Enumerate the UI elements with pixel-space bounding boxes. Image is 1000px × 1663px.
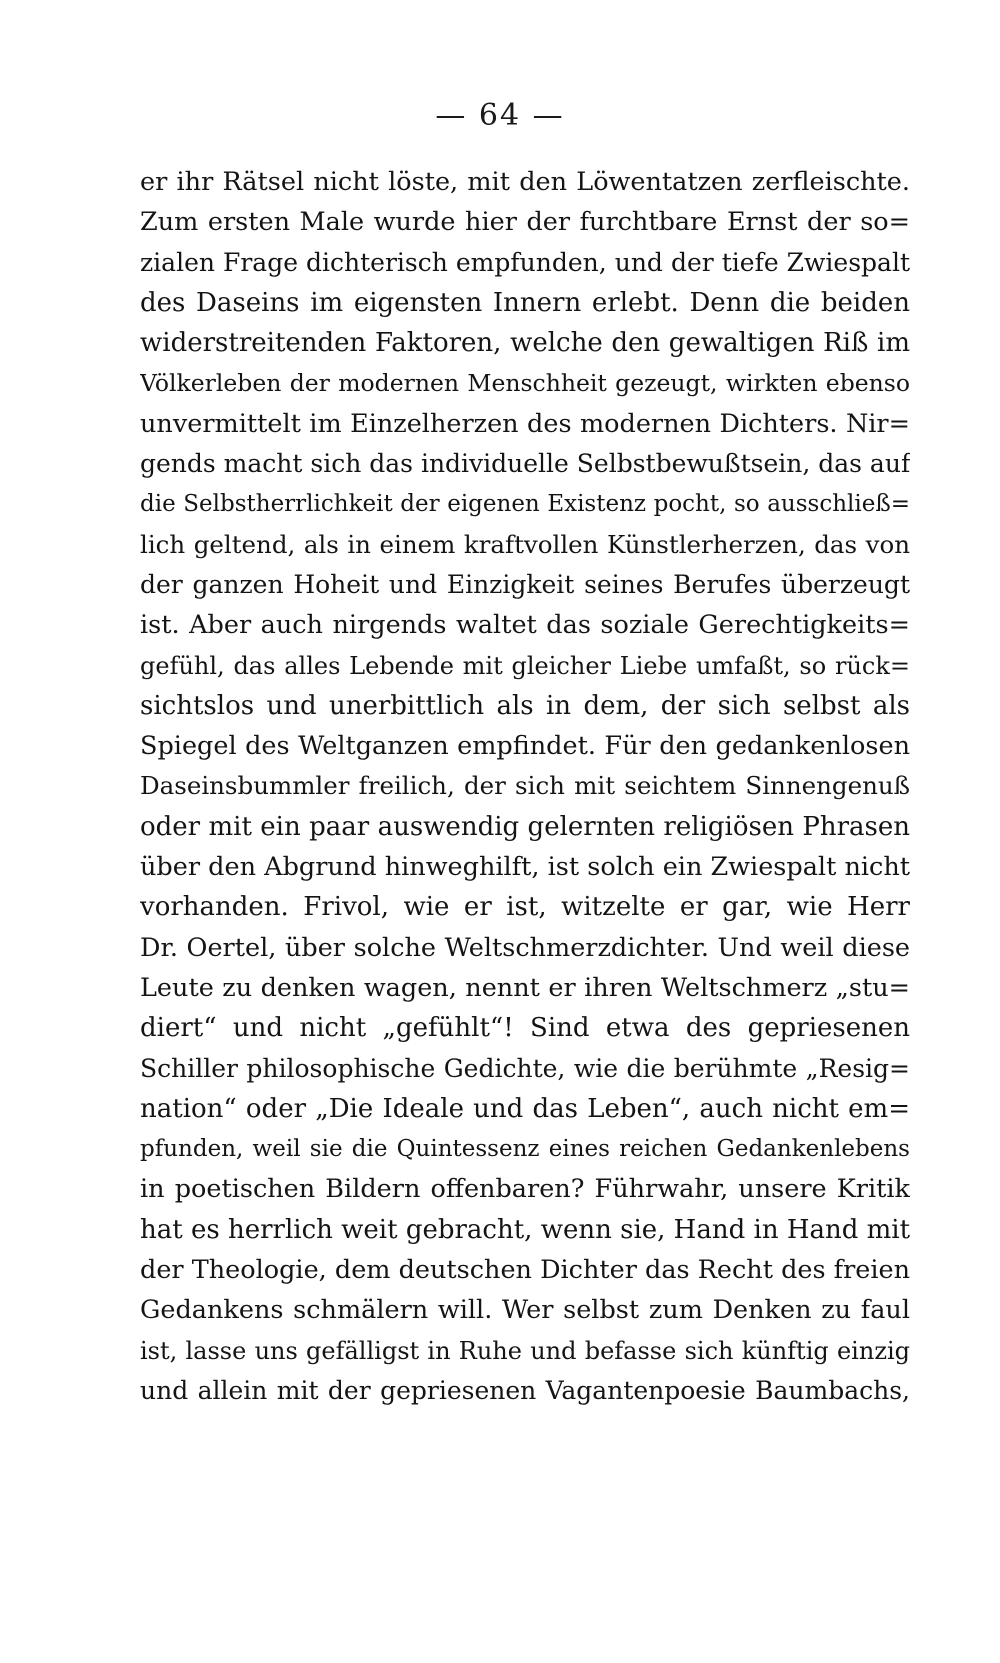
text-line: Daseinsbummler freilich, der sich mit seichtem Sinnengenuß [140,771,910,801]
text-line: lich geltend, als in einem kraftvollen Künstlerherzen, das von [140,529,910,559]
text-line: und allein mit der gepriesenen Vagantenpoesie Baumbachs, [140,1375,910,1405]
text-line: Leute zu denken wagen, nennt er ihren Weltschmerz „stu= [140,972,910,1003]
text-line: sichtslos und unerbittlich als in dem, der sich selbst als [140,690,910,721]
text-line: diert“ und nicht „gefühlt“! Sind etwa des gepriesenen [140,1013,910,1044]
body-text [140,162,910,1411]
text-line: in poetischen Bildern offenbaren? Führwahr, unsere Kritik [140,1174,910,1205]
text-line: Spiegel des Weltganzen empfindet. Für den gedankenlosen [140,731,910,762]
text-line: gefühl, das alles Lebende mit gleicher Liebe umfaßt, so rück= [140,651,910,680]
text-line: nation“ oder „Die Ideale und das Leben“, auch nicht em= [140,1093,910,1124]
text-line: gends macht sich das individuelle Selbstbewußtsein, das auf [140,449,910,479]
text-line: der ganzen Hoheit und Einzigkeit seines Berufes überzeugt [140,569,910,599]
text-line: des Daseins im eigensten Innern erlebt. Denn die beiden [140,287,910,318]
text-line: oder mit ein paar auswendig gelernten religiösen Phrasen [140,811,910,842]
text-line: die Selbstherrlichkeit der eigenen Existenz pocht, so ausschließ= [140,491,910,518]
text-line: er ihr Rätsel nicht löste, mit den Löwentatzen zerfleischte. [140,167,910,197]
text-line: Zum ersten Male wurde hier der furchtbare Ernst der so= [140,207,910,238]
text-line: über den Abgrund hinweghilft, ist solch ein Zwiespalt nicht [140,852,910,883]
text-line: widerstreitenden Faktoren, welche den gewaltigen Riß im [140,328,910,359]
text-line: unvermittelt im Einzelherzen des modernen Dichters. Nir= [140,408,910,439]
text-line: ist. Aber auch nirgends waltet das soziale Gerechtigkeits= [140,610,910,641]
text-line: Dr. Oertel, über solche Weltschmerzdichter. Und weil diese [140,932,910,963]
text-line: Völkerleben der modernen Menschheit gezeugt, wirkten ebenso [140,369,910,398]
text-line: zialen Frage dichterisch empfunden, und der tiefe Zwiespalt [140,247,910,277]
text-line: vorhanden. Frivol, wie er ist, witzelte er gar, wie Herr [140,892,910,923]
text-line: hat es herrlich weit gebracht, wenn sie, Hand in Hand mit [140,1214,910,1245]
text-line: Schiller philosophische Gedichte, wie die berühmte „Resig= [140,1053,910,1083]
text-line: der Theologie, dem deutschen Dichter das Recht des freien [140,1255,910,1286]
page-number: — 64 — [435,98,565,133]
text-line: Gedankens schmälern will. Wer selbst zum Denken zu faul [140,1295,910,1326]
text-line: pfunden, weil sie die Quintessenz eines reichen Gedankenlebens [140,1136,910,1163]
text-line: ist, lasse uns gefälligst in Ruhe und befasse sich künftig einzig [140,1336,910,1365]
